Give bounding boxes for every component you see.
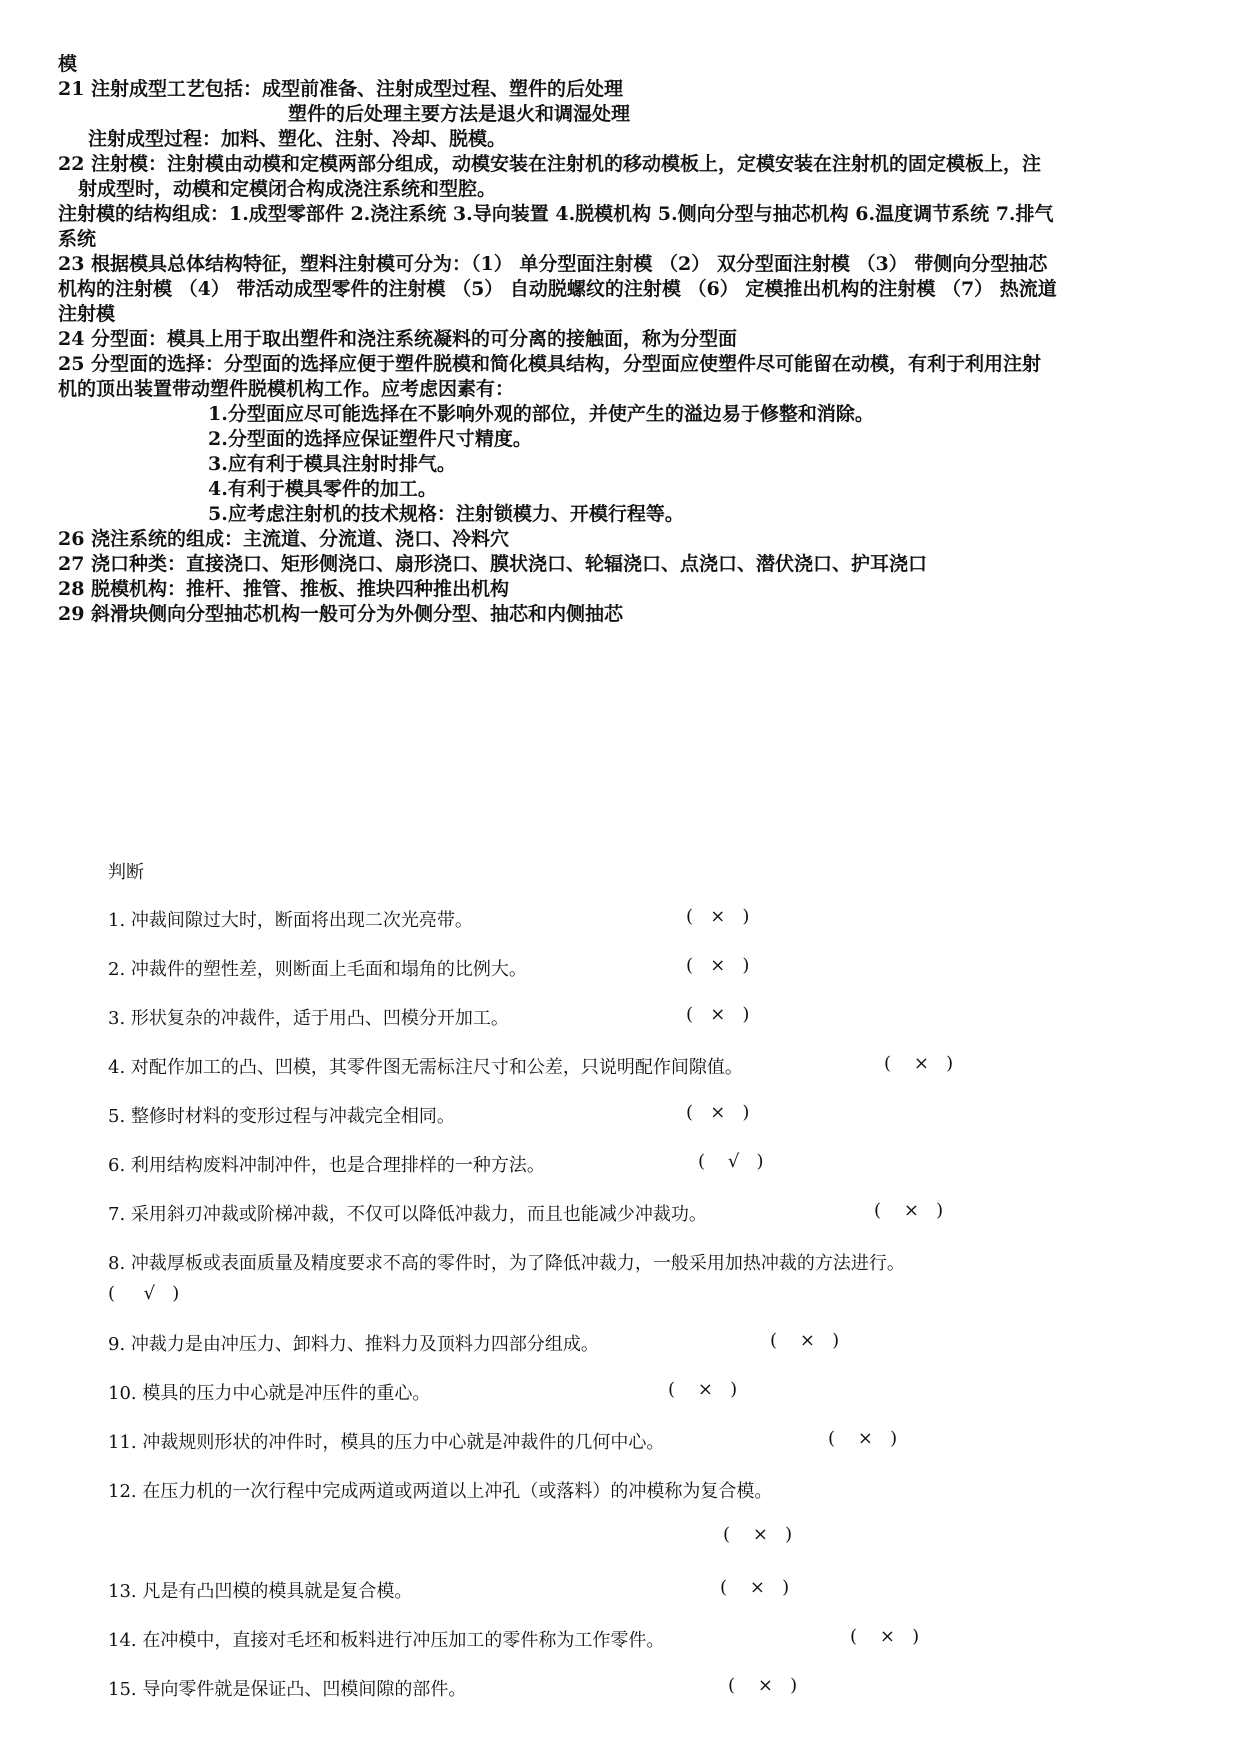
question-text: 6. 利用结构废料冲制冲件，也是合理排样的一种方法。 — [108, 1155, 545, 1176]
question-text: 9. 冲裁力是由冲压力、卸料力、推料力及顶料力四部分组成。 — [108, 1334, 599, 1355]
item-25-point-4: 4.有利于模具零件的加工。 — [208, 478, 437, 500]
answer-mark: ( √ ) — [698, 1151, 764, 1172]
item-25-cont: 机的顶出装置带动塑件脱模机构工作。应考虑因素有： — [58, 378, 515, 400]
question-text: 7. 采用斜刃冲裁或阶梯冲裁，不仅可以降低冲裁力，而且也能减少冲裁功。 — [108, 1204, 707, 1225]
question-text: 2. 冲裁件的塑性差，则断面上毛面和塌角的比例大。 — [108, 959, 527, 980]
answer-mark: ( × ) — [686, 955, 750, 976]
item-23: 23 根据模具总体结构特征，塑料注射模可分为：（1） 单分型面注射模 （2） 双分型面注射模 （3） 带侧向分型抽芯 — [58, 253, 1048, 275]
header-fragment: 模 — [58, 53, 78, 75]
question-text: 12. 在压力机的一次行程中完成两道或两道以上冲孔（或落料）的冲模称为复合模。 — [108, 1481, 773, 1502]
answer-mark: ( × ) — [874, 1200, 944, 1221]
question-7 — [108, 1200, 944, 1226]
item-22-structure-cont: 系统 — [58, 228, 97, 250]
question-text: 4. 对配作加工的凸、凹模，其零件图无需标注尺寸和公差，只说明配作间隙值。 — [108, 1057, 743, 1078]
item-29: 29 斜滑块侧向分型抽芯机构一般可分为外侧分型、抽芯和内侧抽芯 — [58, 603, 624, 625]
notes-section — [58, 52, 1188, 627]
question-4 — [108, 1053, 954, 1079]
answer-mark: ( × ) — [668, 1379, 738, 1400]
question-text: 5. 整修时材料的变形过程与冲裁完全相同。 — [108, 1106, 455, 1127]
item-25-point-2: 2.分型面的选择应保证塑件尺寸精度。 — [208, 428, 532, 450]
answer-mark: ( × ) — [686, 1004, 750, 1025]
item-23-cont: 机构的注射模 （4） 带活动成型零件的注射模 （5） 自动脱螺纹的注射模 （6） 定模推出机构的注射模 （7） 热流道 — [58, 278, 1057, 300]
question-5 — [108, 1102, 750, 1128]
answer-mark: ( × ) — [828, 1428, 898, 1449]
question-10 — [108, 1379, 738, 1405]
question-13 — [108, 1577, 790, 1603]
item-21: 21 注射成型工艺包括：成型前准备、注射成型过程、塑件的后处理 — [58, 78, 624, 100]
item-28: 28 脱模机构：推杆、推管、推板、推块四种推出机构 — [58, 578, 510, 600]
item-21-post: 塑件的后处理主要方法是退火和调湿处理 — [288, 103, 631, 125]
question-text: 13. 凡是有凸凹模的模具就是复合模。 — [108, 1581, 413, 1602]
question-6 — [108, 1151, 764, 1177]
question-text: 14. 在冲模中，直接对毛坯和板料进行冲压加工的零件称为工作零件。 — [108, 1630, 665, 1651]
item-27: 27 浇口种类：直接浇口、矩形侧浇口、扇形浇口、膜状浇口、轮辐浇口、点浇口、潜伏浇口、护耳浇口 — [58, 553, 928, 575]
item-25: 25 分型面的选择：分型面的选择应便于塑件脱模和简化模具结构，分型面应使塑件尽可能留在动模，有利于利用注射 — [58, 353, 1042, 375]
item-21-process: 注射成型过程：加料、塑化、注射、冷却、脱模。 — [88, 128, 507, 150]
question-11 — [108, 1428, 898, 1454]
item-25-point-3: 3.应有利于模具注射时排气。 — [208, 453, 456, 475]
judgment-title: 判断 — [108, 862, 144, 883]
answer-mark: ( × ) — [720, 1577, 790, 1598]
question-8 — [108, 1249, 905, 1275]
question-8-answer: ( √ ) — [108, 1283, 180, 1304]
answer-mark: ( × ) — [686, 1102, 750, 1123]
question-14 — [108, 1626, 920, 1652]
question-2 — [108, 955, 750, 981]
item-26: 26 浇注系统的组成：主流道、分流道、浇口、冷料穴 — [58, 528, 510, 550]
question-9 — [108, 1330, 840, 1356]
item-25-point-5: 5.应考虑注射机的技术规格：注射锁模力、开模行程等。 — [208, 503, 684, 525]
item-22: 22 注射模：注射模由动模和定模两部分组成，动模安装在注射机的移动模板上，定模安装在注射机的固定模板上，注 — [58, 153, 1042, 175]
question-3 — [108, 1004, 750, 1030]
answer-mark: ( × ) — [686, 906, 750, 927]
question-1 — [108, 906, 750, 932]
question-text: 1. 冲裁间隙过大时，断面将出现二次光亮带。 — [108, 910, 473, 931]
question-12-answer: ( × ) — [723, 1524, 793, 1545]
item-24: 24 分型面：模具上用于取出塑件和浇注系统凝料的可分离的接触面，称为分型面 — [58, 328, 738, 350]
answer-mark: ( × ) — [850, 1626, 920, 1647]
item-23-end: 注射模 — [58, 303, 116, 325]
question-15 — [108, 1675, 798, 1701]
item-25-point-1: 1.分型面应尽可能选择在不影响外观的部位，并使产生的溢边易于修整和消除。 — [208, 403, 874, 425]
question-text: 3. 形状复杂的冲裁件，适于用凸、凹模分开加工。 — [108, 1008, 509, 1029]
answer-mark: ( × ) — [728, 1675, 798, 1696]
question-text: 8. 冲裁厚板或表面质量及精度要求不高的零件时，为了降低冲裁力，一般采用加热冲裁的方法进行。 — [108, 1253, 905, 1274]
item-22-cont: 射成型时，动模和定模闭合构成浇注系统和型腔。 — [78, 178, 497, 200]
answer-mark: ( × ) — [884, 1053, 954, 1074]
answer-mark: ( × ) — [770, 1330, 840, 1351]
question-text: 10. 模具的压力中心就是冲压件的重心。 — [108, 1383, 431, 1404]
question-text: 11. 冲裁规则形状的冲件时，模具的压力中心就是冲裁件的几何中心。 — [108, 1432, 665, 1453]
item-22-structure: 注射模的结构组成：1.成型零部件 2.浇注系统 3.导向装置 4.脱模机构 5.侧向分型与抽芯机构 6.温度调节系统 7.排气 — [58, 203, 1054, 225]
question-text: 15. 导向零件就是保证凸、凹模间隙的部件。 — [108, 1679, 467, 1700]
question-12 — [108, 1477, 772, 1503]
